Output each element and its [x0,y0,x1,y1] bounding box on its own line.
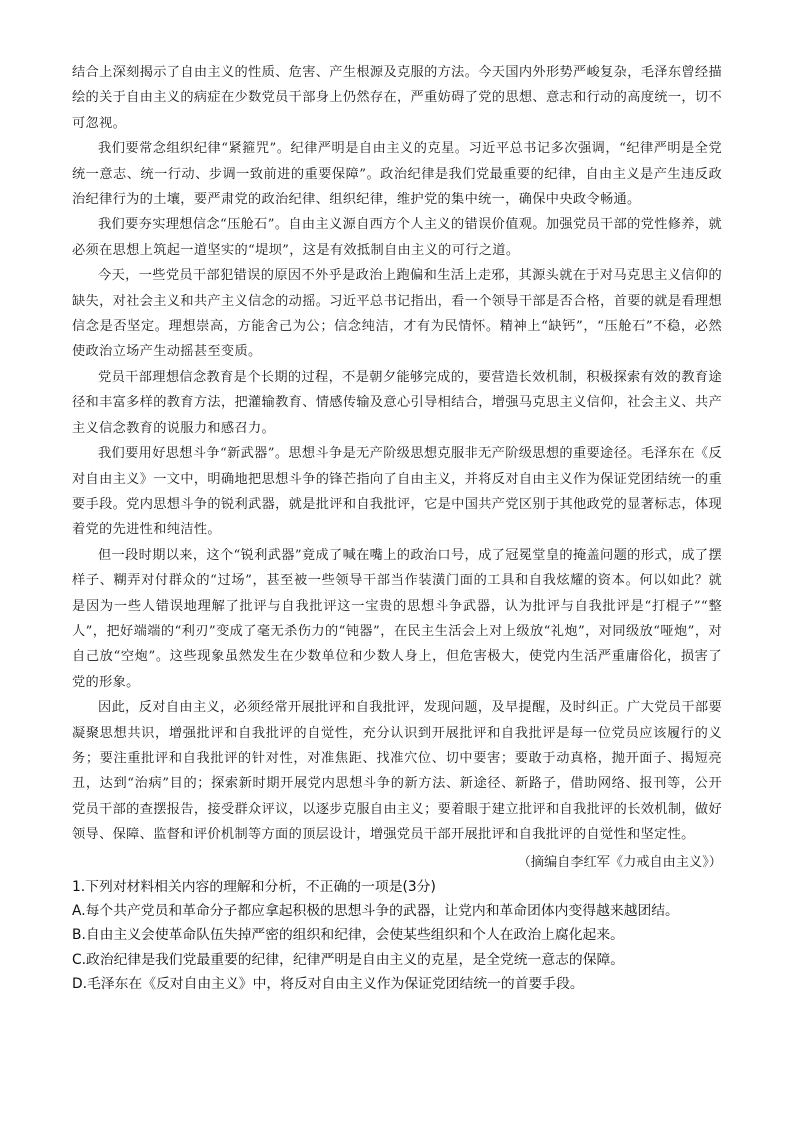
paragraph: 党员干部理想信念教育是个长期的过程，不是朝夕能够完成的，要营造长效机制，积极探索有效的教育途径和丰富多样的教育方法，把灌输教育、情感传输及意心引导相结合，增强马克思主义信仰，社会主义、共产主义信念教育的说服力和感召力。 [72,369,722,436]
option-b: B.自由主义会使革命队伍失掉严密的组织和纪律，会使某些组织和个人在政治上腐化起来。 [72,927,624,944]
paragraph: 因此，反对自由主义，必须经常开展批评和自我批评，发现问题，及早提醒，及时纠正。广大党员干部要凝聚思想共识，增强批评和自我批评的自觉性，充分认识到开展批评和自我批评是每一位党员应该履行的义务；要注重批评和自我批评的针对性，对准焦距、找准穴位、切中要害；要敢于动真格，抛开面子、揭短亮丑，达到“治病”目的；探索新时期开展党内思想斗争的新方法、新途径、新路子，借助网络、报刊等，公开党员干部的查摆报告，接受群众评议，以逐步克服自由主义；要着眼于建立批评和自我批评的长效机制，做好领导、保障、监督和评价机制等方面的顶层设计，增强党员干部开展批评和自我批评的自觉性和坚定性。 [72,700,722,843]
article-body [72,60,722,848]
question-block [72,875,722,996]
option-a: A.每个共产党员和革命分子都应拿起积极的思想斗争的武器，让党内和革命团体内变得越来越团结。 [72,903,679,920]
paragraph: 结合上深刻揭示了自由主义的性质、危害、产生根源及克服的方法。今天国内外形势严峻复杂，毛泽东曾经描绘的关于自由主义的病症在少数党员干部身上仍然存在，严重妨碍了党的思想、意志和行动的高度统一，切不可忽视。 [72,65,722,131]
source-citation: （摘编自李红军《力戒自由主义》） [517,854,722,870]
paragraph: 今天，一些党员干部犯错误的原因不外乎是政治上跑偏和生活上走邪，其源头就在于对马克思主义信仰的缺失，对社会主义和共产主义信念的动摇。习近平总书记指出，看一个领导干部是否合格，首要的就是看理想信念是否坚定。理想崇高，方能舍己为公；信念纯洁，才有为民情怀。精神上“缺钙”，“压舱石”不稳，必然使政治立场产生动摇甚至变质。 [72,268,722,360]
paragraph: 我们要夯实理想信念“压舱石”。自由主义源自西方个人主义的错误价值观。加强党员干部的党性修养，就必须在思想上筑起一道坚实的“堤坝”，这是有效抵制自由主义的可行之道。 [72,217,722,258]
question-stem: 1.下列对材料相关内容的理解和分析，不正确的一项是(3分) [72,879,436,895]
option-d: D.毛泽东在《反对自由主义》中，将反对自由主义作为保证党团结统一的首要手段。 [72,975,584,992]
paragraph: 我们要用好思想斗争“新武器”。思想斗争是无产阶级思想克服非无产阶级思想的重要途径。毛泽东在《反对自由主义》一文中，明确地把思想斗争的锋芒指向了自由主义，并将反对自由主义作为保证党团结统一的重要手段。党内思想斗争的锐利武器，就是批评和自我批评，它是中国共产党区别于其他政党的显著标志，体现着党的先进性和纯洁性。 [72,446,722,538]
paragraph: 我们要常念组织纪律“紧箍咒”。纪律严明是自由主义的克星。习近平总书记多次强调，“纪律严明是全党统一意志、统一行动、步调一致前进的重要保障”。政治纪律是我们党最重要的纪律，自由主义是产生违反政治纪律行为的土壤，要严肃党的政治纪律、组织纪律，维护党的集中统一，确保中央政令畅通。 [72,141,722,208]
option-c: C.政治纪律是我们党最重要的纪律，纪律严明是自由主义的克星，是全党统一意志的保障。 [72,951,625,968]
paragraph: 但一段时期以来，这个“锐利武器”竟成了喊在嘴上的政治口号，成了冠冕堂皇的掩盖问题的形式，成了摆样子、糊弄对付群众的“过场”，甚至被一些领导干部当作装潢门面的工具和自我炫耀的资本。何以如此？就是因为一些人错误地理解了批评与自我批评这一宝贵的思想斗争武器，认为批评与自我批评是“打棍子”“整人”，把好端端的“利刃”变成了毫无杀伤力的“钝器”，在民主生活会上对上级放“礼炮”，对同级放“哑炮”，对自己放“空炮”。这些现象虽然发生在少数单位和少数人身上，但危害极大，使党内生活严重庸俗化，损害了党的形象。 [72,547,722,690]
document-page [72,60,722,996]
